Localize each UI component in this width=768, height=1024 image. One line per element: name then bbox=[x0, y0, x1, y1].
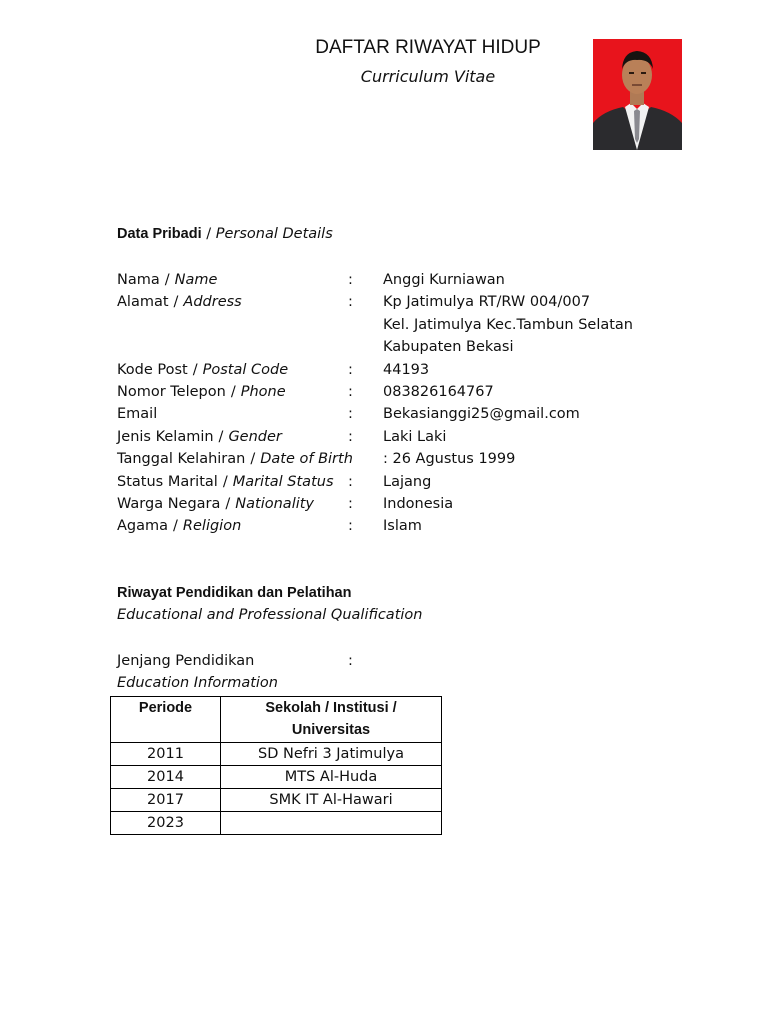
cell-period: 2023 bbox=[111, 812, 221, 835]
field-value: Kabupaten Bekasi bbox=[383, 339, 514, 356]
education-table-header bbox=[111, 697, 442, 743]
field-label-en: Marital Status bbox=[232, 473, 334, 490]
field-label bbox=[117, 403, 157, 425]
field-colon: : bbox=[348, 518, 353, 535]
education-table bbox=[110, 696, 442, 835]
education-table-body bbox=[111, 743, 442, 835]
education-level-colon: : bbox=[348, 653, 353, 669]
field-label-en: Nationality bbox=[235, 496, 315, 512]
cell-period: 2014 bbox=[111, 766, 221, 789]
field-colon: : bbox=[348, 272, 353, 288]
field-label-en: Name bbox=[174, 272, 218, 288]
education-heading-en-wrap bbox=[117, 607, 422, 623]
field-label bbox=[117, 471, 334, 493]
field-label bbox=[117, 448, 353, 470]
field-label-en: Address bbox=[183, 294, 242, 311]
education-info-label: Education Information bbox=[117, 675, 278, 691]
cell-school bbox=[221, 812, 442, 835]
field-label-id: Jenis Kelamin bbox=[117, 428, 214, 445]
personal-heading-en: Personal Details bbox=[215, 226, 333, 242]
education-heading-en: Educational and Professional Qualification bbox=[117, 607, 423, 623]
header-period: Periode bbox=[111, 697, 221, 743]
field-label-en: Phone bbox=[240, 384, 286, 400]
field-label bbox=[117, 269, 217, 291]
cell-school: MTS Al-Huda bbox=[221, 766, 442, 789]
field-label bbox=[117, 291, 242, 313]
field-value: Lajang bbox=[383, 473, 432, 490]
field-colon: : bbox=[348, 428, 353, 445]
field-label-id: Kode Post bbox=[117, 361, 188, 378]
cell-school: SMK IT Al-Hawari bbox=[221, 789, 442, 812]
field-colon: : bbox=[348, 294, 353, 311]
field-value: Kel. Jatimulya Kec.Tambun Selatan bbox=[383, 316, 633, 333]
field-label-id: Status Marital bbox=[117, 473, 218, 490]
education-level-label: Jenjang Pendidikan bbox=[117, 653, 255, 669]
header-school-text: Sekolah / Institusi / Universitas bbox=[265, 700, 397, 738]
field-value: Islam bbox=[383, 518, 422, 535]
field-value: Indonesia bbox=[383, 496, 454, 512]
field-colon: : bbox=[348, 406, 353, 423]
profile-photo bbox=[593, 39, 682, 150]
field-label bbox=[117, 493, 314, 515]
field-colon: : bbox=[348, 384, 353, 400]
field-value: Laki Laki bbox=[383, 428, 447, 445]
personal-heading-id: Data Pribadi bbox=[117, 226, 202, 242]
label-separator: / bbox=[218, 428, 224, 445]
table-row bbox=[111, 789, 442, 812]
header-school bbox=[221, 697, 442, 743]
field-label-en: Postal Code bbox=[202, 361, 289, 378]
field-label-id: Warga Negara bbox=[117, 496, 221, 512]
field-value: 083826164767 bbox=[383, 384, 494, 400]
field-value: Bekasianggi25@gmail.com bbox=[383, 406, 580, 423]
cell-school: SD Nefri 3 Jatimulya bbox=[221, 743, 442, 766]
label-separator: / bbox=[173, 294, 179, 311]
cell-period: 2017 bbox=[111, 789, 221, 812]
label-separator: / bbox=[173, 518, 178, 535]
table-row bbox=[111, 766, 442, 789]
field-label-id: Nama bbox=[117, 272, 160, 288]
field-label-en: Gender bbox=[228, 428, 282, 445]
label-separator: / bbox=[192, 361, 198, 378]
field-colon: : bbox=[348, 473, 353, 490]
table-row bbox=[111, 812, 442, 835]
cell-period: 2011 bbox=[111, 743, 221, 766]
field-label-id: Alamat bbox=[117, 294, 169, 311]
field-label bbox=[117, 381, 286, 403]
field-label bbox=[117, 359, 288, 381]
field-colon: : bbox=[348, 361, 353, 378]
field-label-en: Religion bbox=[182, 518, 242, 535]
field-label-en: Date of Birth bbox=[260, 451, 353, 468]
heading-separator: / bbox=[206, 226, 212, 242]
field-label-id: Agama bbox=[117, 518, 169, 535]
label-separator: / bbox=[164, 272, 170, 288]
field-value: Kp Jatimulya RT/RW 004/007 bbox=[383, 294, 591, 311]
field-label-id: Tanggal Kelahiran bbox=[117, 451, 246, 468]
personal-details-heading bbox=[117, 226, 333, 242]
field-label bbox=[117, 515, 241, 537]
field-label-id: Nomor Telepon bbox=[117, 384, 226, 400]
field-label-id: Email bbox=[117, 406, 158, 423]
document-title: DAFTAR RIWAYAT HIDUP bbox=[315, 37, 541, 58]
label-separator: / bbox=[250, 451, 256, 468]
label-separator: / bbox=[230, 384, 236, 400]
field-value: Anggi Kurniawan bbox=[383, 272, 505, 288]
field-label bbox=[117, 426, 282, 448]
education-heading-id: Riwayat Pendidikan dan Pelatihan bbox=[117, 585, 352, 601]
field-value: 44193 bbox=[383, 361, 430, 378]
label-separator: / bbox=[222, 473, 228, 490]
document-subtitle: Curriculum Vitae bbox=[360, 67, 496, 86]
label-separator: / bbox=[225, 496, 231, 512]
table-row bbox=[111, 743, 442, 766]
field-colon: : bbox=[348, 496, 353, 512]
field-value: : 26 Agustus 1999 bbox=[383, 451, 516, 468]
education-heading bbox=[117, 585, 351, 601]
